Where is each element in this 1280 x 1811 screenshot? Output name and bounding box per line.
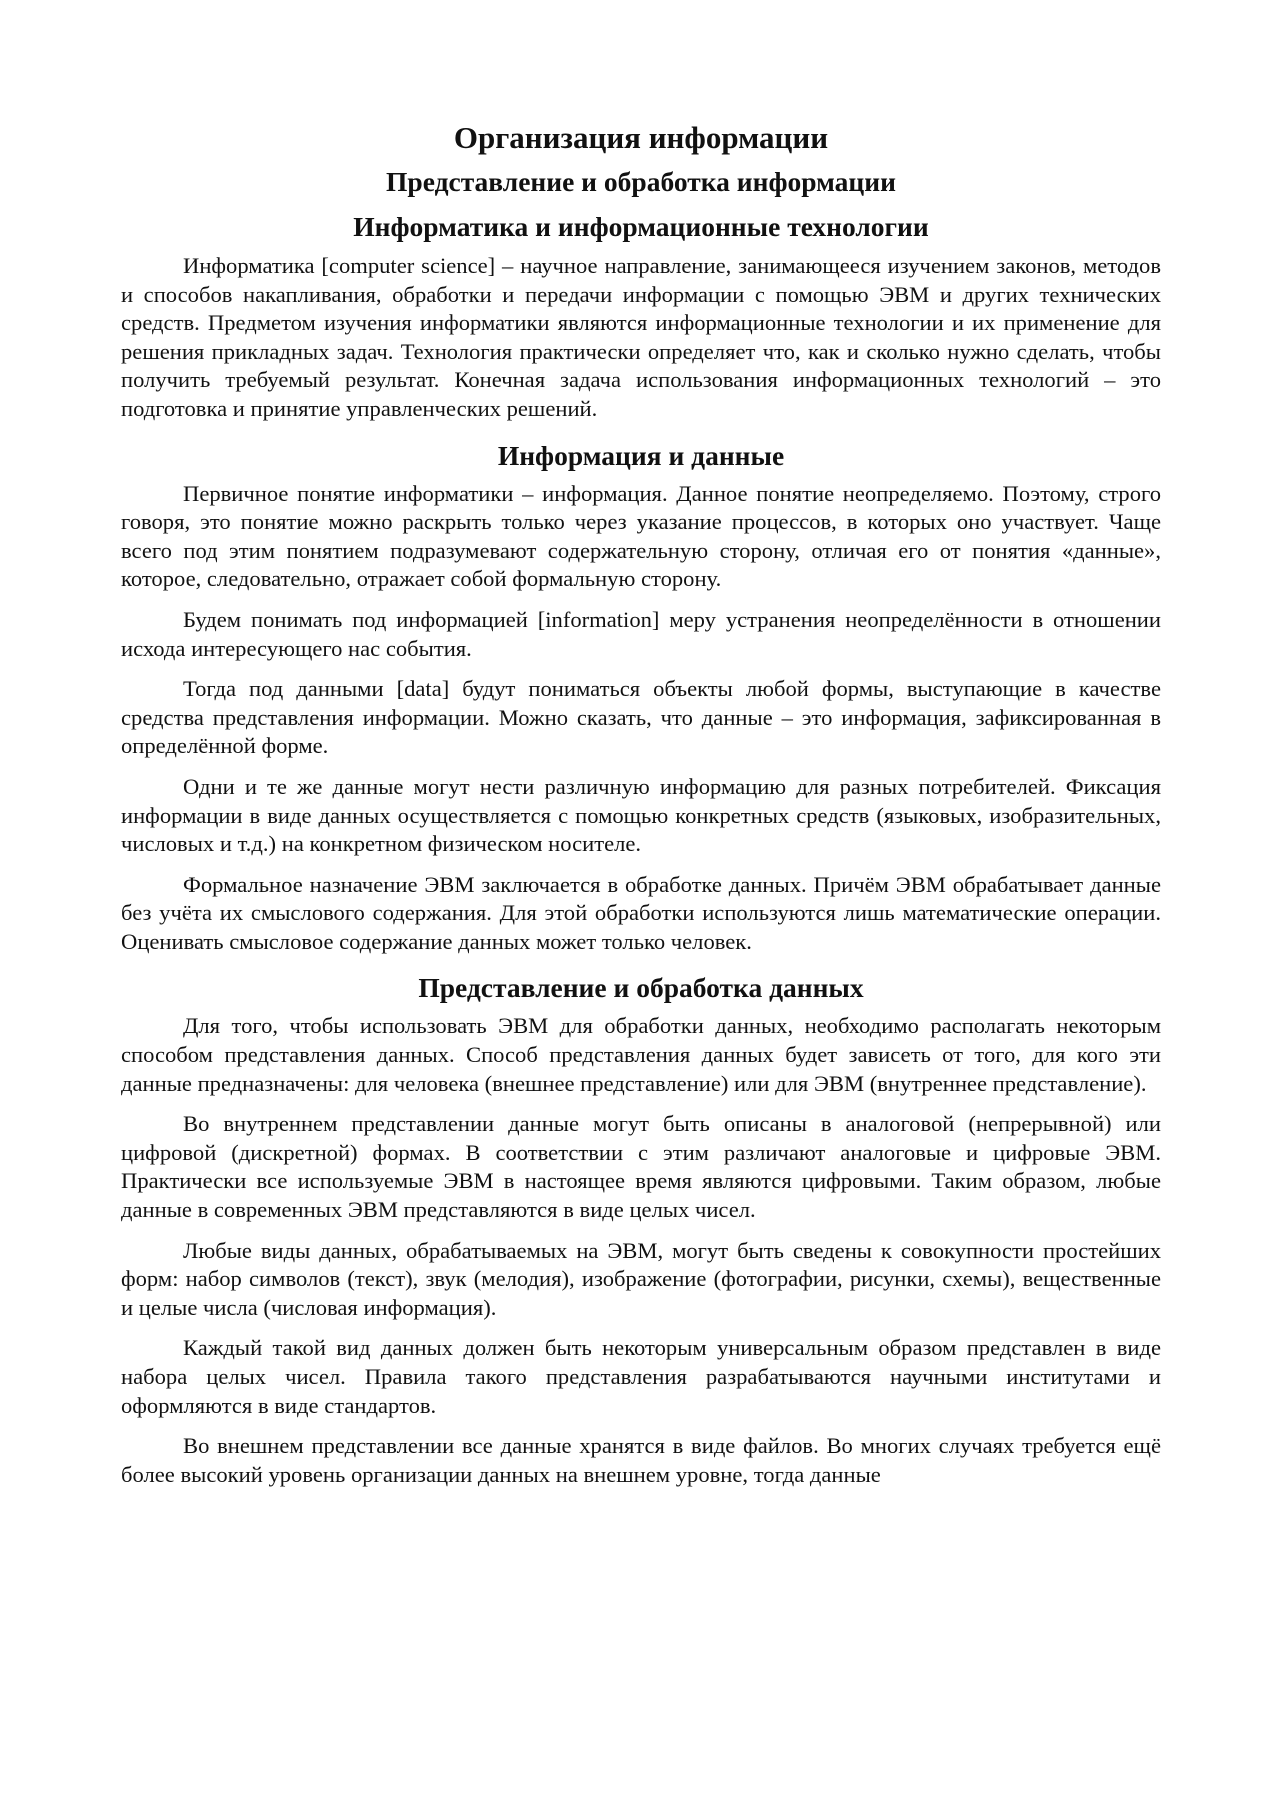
section-heading: Представление и обработка данных [418, 972, 864, 1004]
paragraph: Одни и те же данные могут нести различную информацию для разных потребителей. Фиксация информации в виде данных осуществляется с помощью конкретных средств (языковых, изобразительных, числовых и т.д.) на конкретном физическом носителе. [121, 773, 1161, 857]
paragraph: Формальное назначение ЭВМ заключается в обработке данных. Причём ЭВМ обрабатывает данные без учёта их смыслового содержания. Для этой обработки используются лишь математические операции. Оценивать смысловое содержание данных может только человек. [121, 871, 1161, 954]
paragraph: Во внешнем представлении все данные хранятся в виде файлов. Во многих случаях требуется ещё более высокий уровень организации данных на внешнем уровне, тогда данные [121, 1433, 1161, 1487]
paragraph: Информатика [computer science] – научное направление, занимающееся изучением законов, методов и способов накапливания, обработки и передачи информации с помощью ЭВМ и других технических средств. Предметом изучения информатики являются информационные технологии и их применение для решения прикладных задач. Технология практически определяет что, как и сколько нужно сделать, чтобы получить требуемый результат. Конечная задача использования информационных технологий – это подготовка и принятие управленческих решений. [121, 253, 1161, 421]
paragraph: Для того, чтобы использовать ЭВМ для обработки данных, необходимо располагать некоторым способом представления данных. Способ представления данных будет зависеть от того, для кого эти данные предназначены: для человека (внешнее представление) или для ЭВМ (внутреннее представление). [121, 1013, 1161, 1096]
paragraph: Первичное понятие информатики – информация. Данное понятие неопределяемо. Поэтому, строго говоря, это понятие можно раскрыть только через указание процессов, в которых оно участвует. Чаще всего под этим понятием подразумевают содержательную сторону, отличая его от понятия «данные», которое, следовательно, отражает собой формальную сторону. [121, 480, 1161, 592]
document-title: Организация информации [453, 120, 829, 155]
paragraph: Будем понимать под информацией [information] меру устранения неопределённости в отношении исхода интересующего нас события. [121, 606, 1161, 661]
document-subtitle: Представление и обработка информации [386, 166, 896, 197]
paragraph: Любые виды данных, обрабатываемых на ЭВМ, могут быть сведены к совокупности простейших форм: набор символов (текст), звук (мелодия), изображение (фотографии, рисунки, схемы), вещественные и целые числа (числовая информация). [121, 1237, 1161, 1320]
section-heading: Информация и данные [497, 439, 785, 471]
paragraph: Тогда под данными [data] будут пониматься объекты любой формы, выступающие в качестве средства представления информации. Можно сказать, что данные – это информация, зафиксированная в определённой форме. [121, 676, 1161, 759]
section-informatics [121, 252, 1161, 424]
section-data-representation [121, 970, 1161, 1489]
paragraph: Каждый такой вид данных должен быть некоторым универсальным образом представлен в виде набора целых чисел. Правила такого представления разрабатываются научными институтами и оформляются в виде стандартов. [121, 1335, 1161, 1418]
paragraph: Во внутреннем представлении данные могут быть описаны в аналоговой (непрерывной) или цифровой (дискретной) формах. В соответствии с этим различают аналоговые и цифровые ЭВМ. Практически все используемые ЭВМ в настоящее время являются цифровыми. Таким образом, любые данные в современных ЭВМ представляются в виде целых чисел. [121, 1111, 1161, 1223]
section-title-informatics: Информатика и информационные технологии [353, 211, 929, 242]
section-information-and-data [121, 438, 1161, 957]
document-page [121, 118, 1161, 1501]
